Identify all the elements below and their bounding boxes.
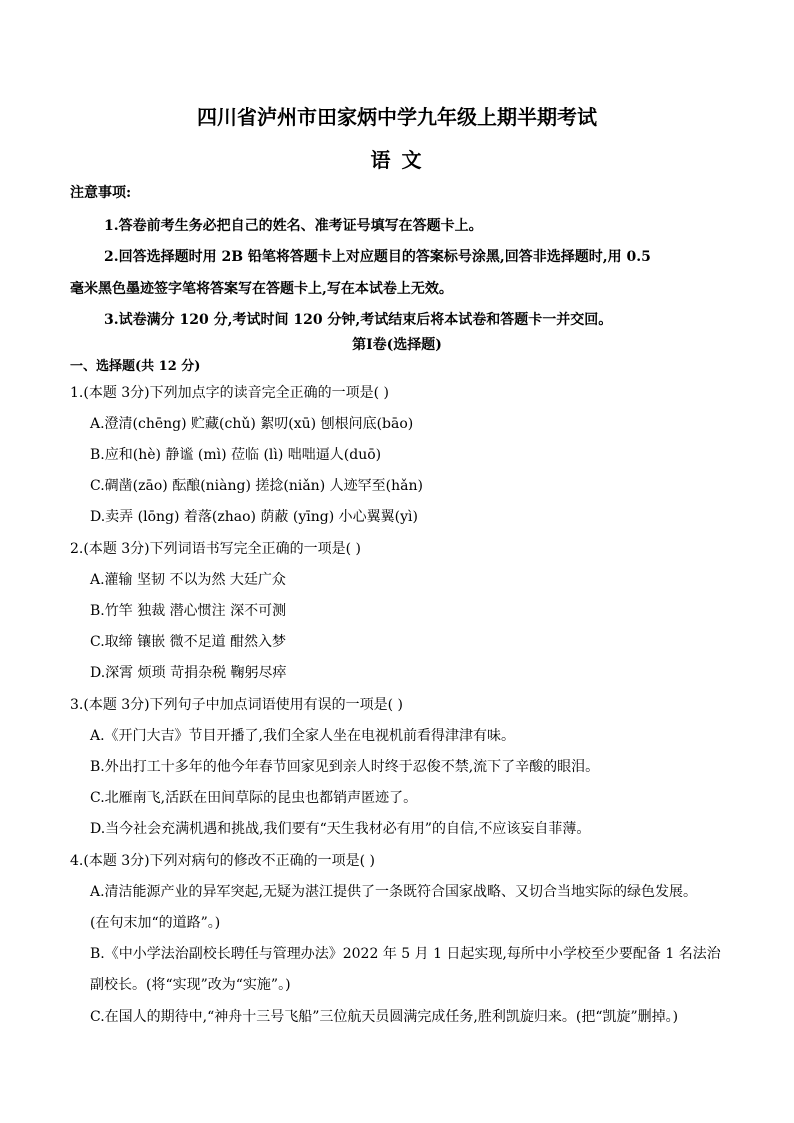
- notice-heading: 注意事项:: [70, 185, 132, 201]
- question-option: 副校长。(将“实现”改为“实施”。): [90, 977, 291, 993]
- question-option: B.竹竿 独裁 潜心惯注 深不可测: [90, 603, 287, 619]
- question-option: B.外出打工十多年的他今年春节回家见到亲人时终于忍俊不禁,流下了辛酸的眼泪。: [90, 759, 600, 775]
- notice-item: 毫米黑色墨迹签字笔将答案写在答题卡上,写在本试卷上无效。: [70, 281, 453, 297]
- volume-title: 第Ⅰ卷(选择题): [352, 337, 442, 353]
- question-option: B.《中小学法治副校长聘任与管理办法》2022 年 5 月 1 日起实现,每所中小学校至少要配备 1 名法治: [90, 946, 721, 962]
- question-option: D.当今社会充满机遇和挑战,我们要有“天生我材必有用”的自信,不应该妄自菲薄。: [90, 821, 591, 837]
- question-stem: 3.(本题 3分)下列句子中加点词语使用有误的一项是( ): [70, 697, 404, 713]
- question-option: C.碉凿(zāo) 酝酿(niàng) 搓捻(niǎn) 人迹罕至(hǎn): [90, 478, 423, 494]
- question-option: C.在国人的期待中,“神舟十三号飞船”三位航天员圆满完成任务,胜利凯旋归来。(把“凯旋”删掉。): [90, 1009, 679, 1025]
- question-stem: 1.(本题 3分)下列加点字的读音完全正确的一项是( ): [70, 385, 390, 401]
- question-option: D.深霄 烦琐 苛捐杂税 鞠躬尽瘁: [90, 665, 287, 681]
- question-option: C.取缔 镶嵌 微不足道 酣然入梦: [90, 634, 287, 650]
- notice-item: 1.答卷前考生务必把自己的姓名、准考证号填写在答题卡上。: [104, 218, 483, 234]
- question-option: A.清洁能源产业的异军突起,无疑为湛江提供了一条既符合国家战略、又切合当地实际的绿色发展。: [90, 884, 698, 900]
- exam-title: 四川省泸州市田家炳中学九年级上期半期考试: [197, 105, 597, 129]
- question-option: A.《开门大吉》节目开播了,我们全家人坐在电视机前看得津津有味。: [90, 728, 516, 744]
- notice-item: 2.回答选择题时用 2B 铅笔将答题卡上对应题目的答案标号涂黑,回答非选择题时,用 0.5: [104, 249, 651, 265]
- question-option: C.北雁南飞,活跃在田间草际的昆虫也都销声匿迹了。: [90, 790, 418, 806]
- subject-title: 语 文: [370, 148, 424, 172]
- question-option: D.卖弄 (lōng) 着落(zhao) 荫蔽 (yīng) 小心翼翼(yì): [90, 509, 418, 525]
- notice-item: 3.试卷满分 120 分,考试时间 120 分钟,考试结束后将本试卷和答题卡一并交回。: [104, 312, 613, 328]
- section-title: 一、选择题(共 12 分): [70, 359, 201, 374]
- question-stem: 4.(本题 3分)下列对病句的修改不正确的一项是( ): [70, 853, 376, 869]
- question-option: A.澄清(chēng) 贮藏(chǔ) 絮叨(xū) 刨根问底(bāo): [90, 416, 414, 432]
- question-option: A.灌输 坚韧 不以为然 大廷广众: [90, 572, 286, 588]
- question-option: B.应和(hè) 静谧 (mì) 莅临 (lì) 咄咄逼人(duō): [90, 447, 382, 463]
- question-stem: 2.(本题 3分)下列词语书写完全正确的一项是( ): [70, 541, 362, 557]
- question-option: (在句末加“的道路”。): [90, 915, 221, 931]
